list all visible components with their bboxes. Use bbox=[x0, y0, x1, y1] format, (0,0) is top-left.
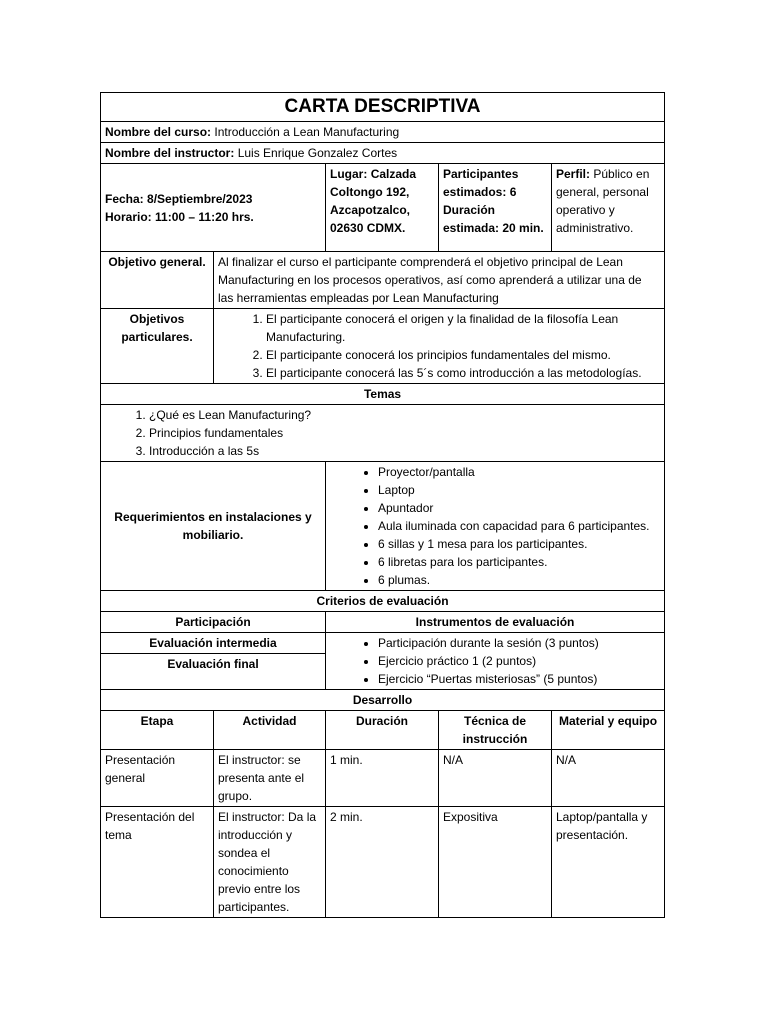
list-item: 1. El participante conocerá el origen y la finalidad de la filosofía Lean Manufacturing. bbox=[266, 310, 660, 346]
participacion-header: Participación bbox=[101, 612, 326, 633]
evaluacion-final: Evaluación final bbox=[101, 654, 326, 690]
desarrollo-column-headers bbox=[101, 711, 665, 750]
objetivo-general-label: Objetivo general. bbox=[101, 252, 214, 309]
instructor-name-label: Nombre del instructor: bbox=[105, 146, 235, 160]
temas-header: Temas bbox=[101, 384, 665, 405]
requerimientos-cell bbox=[326, 462, 665, 591]
participantes-duracion-cell bbox=[439, 164, 552, 252]
course-name-value: Introducción a Lean Manufacturing bbox=[214, 125, 400, 139]
carta-descriptiva-table bbox=[100, 92, 665, 918]
list-item: • Laptop bbox=[378, 481, 660, 499]
etapa-cell: Presentación del tema bbox=[101, 807, 214, 918]
lugar-cell bbox=[326, 164, 439, 252]
instructor-name-value: Luis Enrique Gonzalez Cortes bbox=[237, 146, 398, 160]
column-header-tecnica: Técnica de instrucción bbox=[439, 711, 552, 750]
duracion-cell: 1 min. bbox=[326, 750, 439, 807]
course-name-row bbox=[101, 122, 665, 143]
list-item: • 6 sillas y 1 mesa para los participantes. bbox=[378, 535, 660, 553]
duracion-cell: 2 min. bbox=[326, 807, 439, 918]
column-header-material: Material y equipo bbox=[552, 711, 665, 750]
list-item: • Participación durante la sesión (3 puntos) bbox=[378, 634, 660, 652]
list-item: • Aula iluminada con capacidad para 6 participantes. bbox=[378, 517, 660, 535]
table-row bbox=[101, 750, 665, 807]
column-header-etapa: Etapa bbox=[101, 711, 214, 750]
etapa-cell: Presentación general bbox=[101, 750, 214, 807]
fecha-line bbox=[105, 190, 321, 208]
horario-value: 11:00 – 11:20 hrs. bbox=[155, 209, 254, 224]
instrumentos-cell bbox=[326, 633, 665, 690]
list-item: • Ejercicio “Puertas misteriosas” (5 puntos) bbox=[378, 670, 660, 688]
carta-descriptiva-document bbox=[100, 92, 664, 918]
column-header-actividad: Actividad bbox=[214, 711, 326, 750]
perfil-value: Público en general, personal operativo y administrativo. bbox=[556, 167, 650, 235]
perfil-label: Perfil: bbox=[556, 167, 591, 181]
material-cell: Laptop/pantalla y presentación. bbox=[552, 807, 665, 918]
material-cell: N/A bbox=[552, 750, 665, 807]
duracion-label: Duración estimada: bbox=[443, 203, 500, 235]
table-row bbox=[101, 807, 665, 918]
duracion-value: 20 min. bbox=[502, 221, 544, 235]
requerimientos-list bbox=[330, 463, 660, 589]
list-item: 1. ¿Qué es Lean Manufacturing? bbox=[149, 406, 660, 424]
tecnica-cell: N/A bbox=[439, 750, 552, 807]
lugar-label: Lugar: bbox=[330, 167, 368, 181]
horario-label: Horario: bbox=[105, 209, 152, 224]
fecha-value: 8/Septiembre/2023 bbox=[147, 191, 253, 206]
instrumentos-header: Instrumentos de evaluación bbox=[326, 612, 665, 633]
list-item: • 6 plumas. bbox=[378, 571, 660, 589]
objetivos-particulares-label: Objetivos particulares. bbox=[101, 309, 214, 384]
objetivos-particulares-cell bbox=[214, 309, 665, 384]
list-item: 3. Introducción a las 5s bbox=[149, 442, 660, 460]
perfil-cell bbox=[552, 164, 665, 252]
tecnica-cell: Expositiva bbox=[439, 807, 552, 918]
list-item: • Ejercicio práctico 1 (2 puntos) bbox=[378, 652, 660, 670]
list-item: 2. El participante conocerá los principios fundamentales del mismo. bbox=[266, 346, 660, 364]
list-item: • Proyector/pantalla bbox=[378, 463, 660, 481]
fecha-horario-cell bbox=[101, 164, 326, 252]
actividad-cell: El instructor: Da la introducción y sondea el conocimiento previo entre los participantes. bbox=[214, 807, 326, 918]
participantes-label: Participantes estimados: bbox=[443, 167, 519, 199]
lugar-value: Calzada Coltongo 192, Azcapotzalco, 02630 CDMX. bbox=[330, 167, 417, 235]
criterios-header: Criterios de evaluación bbox=[101, 591, 665, 612]
column-header-duracion: Duración bbox=[326, 711, 439, 750]
course-name-label: Nombre del curso: bbox=[105, 125, 212, 139]
participantes-value: 6 bbox=[509, 185, 517, 199]
horario-line bbox=[105, 208, 321, 226]
actividad-cell: El instructor: se presenta ante el grupo. bbox=[214, 750, 326, 807]
objetivo-general-text: Al finalizar el curso el participante comprenderá el objetivo principal de Lean Manufacturing en los procesos operativos, así como aprenderá a utilizar una de las herramientas empleadas por Lean Manufacturing bbox=[214, 252, 665, 309]
objetivos-particulares-list bbox=[218, 310, 660, 382]
document-title: CARTA DESCRIPTIVA bbox=[101, 93, 665, 122]
list-item: 2. Principios fundamentales bbox=[149, 424, 660, 442]
instructor-name-row bbox=[101, 143, 665, 164]
fecha-label: Fecha: bbox=[105, 191, 144, 206]
requerimientos-label: Requerimientos en instalaciones y mobiliario. bbox=[101, 462, 326, 591]
evaluacion-intermedia: Evaluación intermedia bbox=[101, 633, 326, 654]
list-item: • 6 libretas para los participantes. bbox=[378, 553, 660, 571]
desarrollo-header: Desarrollo bbox=[101, 690, 665, 711]
list-item: 3. El participante conocerá las 5´s como introducción a las metodologías. bbox=[266, 364, 660, 382]
temas-list bbox=[105, 406, 660, 460]
instrumentos-list bbox=[330, 634, 660, 688]
temas-cell bbox=[101, 405, 665, 462]
list-item: • Apuntador bbox=[378, 499, 660, 517]
